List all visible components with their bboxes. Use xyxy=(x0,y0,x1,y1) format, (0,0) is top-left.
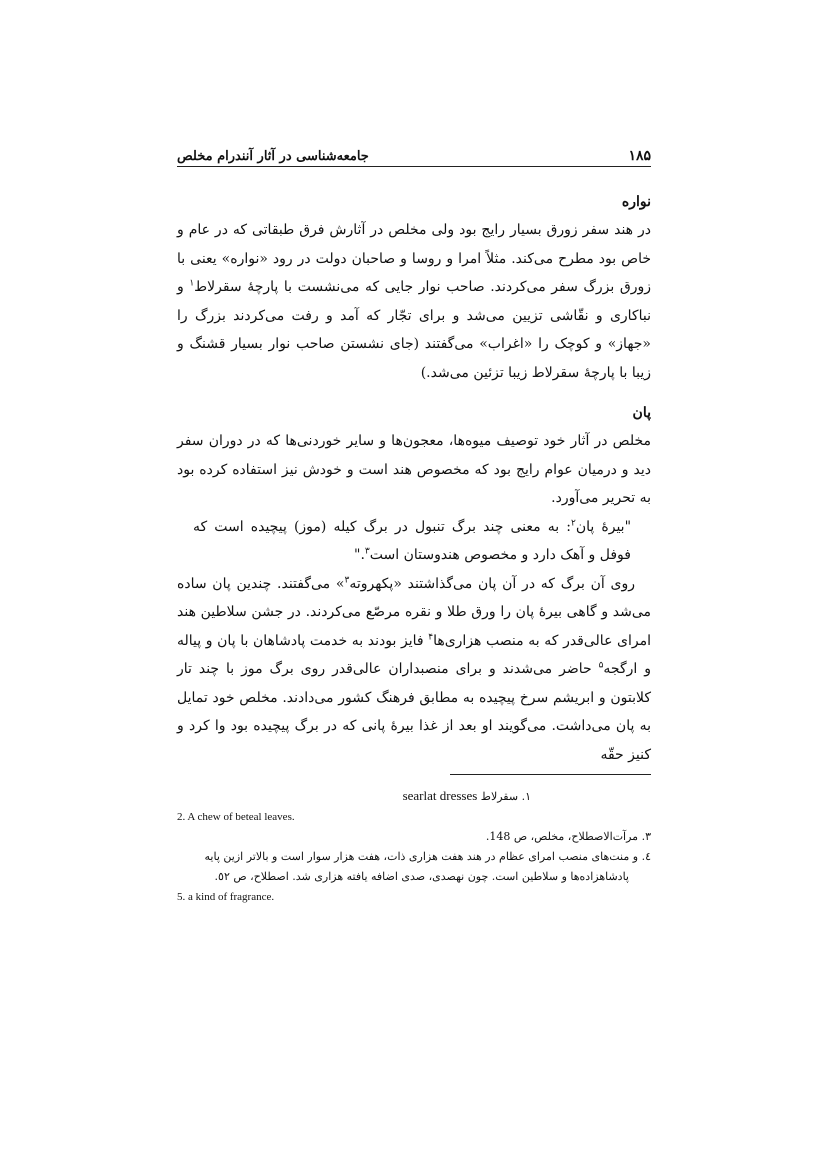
footnote-ref-2[interactable]: ۲ xyxy=(570,517,576,528)
paragraph-paan: مخلص در آثار خود توصیف میوه‌ها، معجون‌ها و سایر خوردنی‌ها که در دوران سفر دید و درمیان عوام رایج بود که مخصوص هند است و خودش نیز استفاده کرده بود به تحریر می‌آورد. xyxy=(177,433,651,506)
footnote-1-fa: سقرلاط xyxy=(480,790,519,803)
main-text xyxy=(177,188,651,769)
quote-start: "بیرهٔ پان xyxy=(575,518,632,535)
footnote-4-line-1: ٤. و منت‌های منصب امرای عظام در هند هفت هزاری ذات، هفت هزار سوار است و بالاتر ازین پایه xyxy=(204,850,651,863)
para2-c: فایز بودند به خدمت پادشاهان با پان و پیاله و ارگجه xyxy=(177,632,651,677)
quote-end: ." xyxy=(354,547,365,563)
footnote-2: 2. A chew of beteal leaves. xyxy=(177,811,295,823)
quote-rest: : به معنی چند برگ تنبول در برگ کیله (موز) پیچیده است که فوفل و آهک دارد و مخصوص هندوستان است xyxy=(193,518,631,563)
para2-d: حاضر می‌شدند و برای منصبداران عالی‌قدر روی برگ موز با چند تار کلابتون و ابریشم سرخ پیچیده به مطابق فرهنگ کشور می‌دادند. مخلص خود تمایل به پان می‌داشت. می‌گویند او بعد از غذا بیرهٔ پانی که در برگ پیچیده بود وا کرد و کنیز حقّه xyxy=(177,661,651,763)
footnote-1-number: ۱. xyxy=(521,790,531,803)
footnote-ref-5[interactable]: ۵ xyxy=(598,660,604,671)
quote-paan xyxy=(193,513,631,570)
paragraph-text: در هند سفر زورق بسیار رایج بود ولی مخلص در آثارش فرق طبقاتی که در عام و خاص بود مطرح می‌کند. مثلاً امرا و روسا و صاحبان دولت در رود «نواره» یعنی با زورق بزرگ سفر می‌کردند. صاحب نوار جایی که می‌نشست با پارچهٔ سقرلاط xyxy=(177,222,651,295)
footnotes xyxy=(177,786,651,907)
footnote-1-en: searlat dresses xyxy=(402,788,478,803)
footnote-1 xyxy=(177,786,651,807)
footnote-3: ۳. مرآت‌الاصطلاح، مخلص، ص 148. xyxy=(485,830,651,843)
footnote-ref-4[interactable]: ۴ xyxy=(428,631,434,642)
footnote-ref-1[interactable]: ۱ xyxy=(189,278,195,289)
footnote-5: 5. a kind of fragrance. xyxy=(177,891,275,903)
para2-b: » می‌گفتند. چندین پان ساده می‌شد و گاهی بیرهٔ پان را ورق طلا و نقره مرصّع می‌کردند. در جشن سلاطین هند امرای عالی‌قدر که به منصب هزاری‌ها xyxy=(177,575,651,649)
paragraph-paan-2 xyxy=(177,570,651,770)
paragraph-text-cont: و نباکاری و نقّاشی تزیین می‌شد و برای تجّار که آمد و رفت می‌کردند بزرگ را «جهاز» و کوچک را «اغراب» می‌گفتند (جای نشستن صاحب نوار بسیار قشنگ و زیبا با پارچهٔ سقرلاط زیبا تزئین می‌شد.) xyxy=(177,279,651,381)
running-header xyxy=(177,140,651,167)
section-heading-paan: پان xyxy=(632,405,651,421)
footnote-divider xyxy=(450,774,651,775)
paragraph-nawareh xyxy=(177,216,651,387)
para2-a: روی آن برگ که در آن پان می‌گذاشتند «پکهروته xyxy=(349,575,635,592)
page-number: ۱۸۵ xyxy=(628,148,651,164)
footnote-ref-3b[interactable]: ۳ xyxy=(344,574,350,585)
footnote-ref-3a[interactable]: ۳ xyxy=(364,546,370,557)
section-heading-nawareh: نواره xyxy=(621,194,651,210)
footnote-4-line-2: پادشاهزاده‌ها و سلاطین است. چون نهصدی، صدی اضافه یافته هزاری شد. اصطلاح، ص ٥٢. xyxy=(214,870,629,883)
running-title: جامعه‌شناسی در آثار آنندرام مخلص xyxy=(177,149,369,164)
